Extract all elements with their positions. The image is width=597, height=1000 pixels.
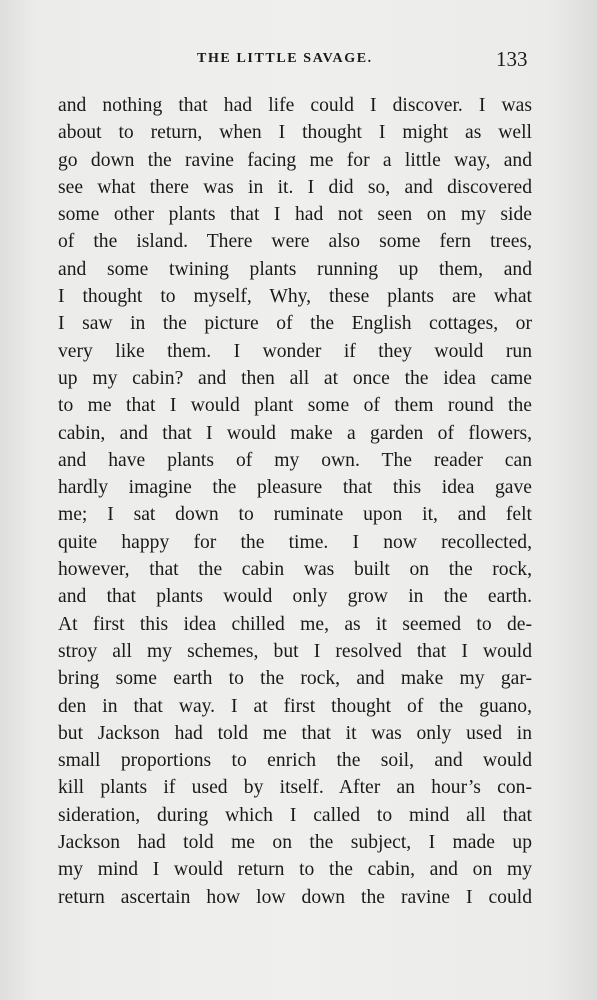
text-line: see what there was in it. I did so, and discovered	[58, 176, 532, 198]
text-line: I saw in the picture of the English cottages, or	[58, 313, 532, 335]
running-header	[0, 47, 597, 74]
text-line: very like them. I wonder if they would run	[58, 340, 532, 362]
text-line: Jackson had told me on the subject, I made up	[58, 832, 532, 854]
text-line: quite happy for the time. I now recollected,	[58, 531, 532, 553]
text-line: however, that the cabin was built on the rock,	[58, 559, 532, 581]
text-line: and nothing that had life could I discover. I was	[58, 95, 532, 116]
text-line: and some twining plants running up them, and	[58, 258, 532, 280]
text-line: At first this idea chilled me, as it seemed to de-	[58, 613, 532, 635]
text-line: stroy all my schemes, but I resolved that I would	[58, 640, 532, 662]
text-line: about to return, when I thought I might as well	[58, 122, 532, 144]
body-text	[58, 92, 532, 911]
text-line: return ascertain how low down the ravine I could	[58, 886, 532, 908]
text-line: go down the ravine facing me for a little way, and	[58, 149, 532, 171]
text-line: sideration, during which I called to mind all that	[58, 804, 532, 826]
text-line: cabin, and that I would make a garden of flowers,	[58, 422, 532, 444]
text-line: I thought to myself, Why, these plants are what	[58, 286, 532, 308]
text-line: to me that I would plant some of them round the	[58, 395, 532, 417]
text-line: of the island. There were also some fern trees,	[58, 231, 532, 253]
text-line: some other plants that I had not seen on my side	[58, 204, 532, 226]
text-line: kill plants if used by itself. After an hour’s con-	[58, 777, 532, 799]
text-line: hardly imagine the pleasure that this idea gave	[58, 477, 532, 499]
text-line: bring some earth to the rock, and make my gar-	[58, 668, 532, 690]
text-line: my mind I would return to the cabin, and on my	[58, 859, 532, 881]
page-number: 133	[496, 47, 528, 71]
running-title: THE LITTLE SAVAGE.	[197, 51, 373, 66]
text-line: den in that way. I at first thought of the guano,	[58, 695, 532, 717]
text-line: up my cabin? and then all at once the idea came	[58, 367, 532, 389]
text-line: small proportions to enrich the soil, and would	[58, 750, 532, 772]
text-line: and have plants of my own. The reader can	[58, 449, 532, 471]
text-line: me; I sat down to ruminate upon it, and felt	[58, 504, 532, 526]
text-line: but Jackson had told me that it was only used in	[58, 722, 532, 744]
text-line: and that plants would only grow in the earth.	[58, 586, 532, 608]
